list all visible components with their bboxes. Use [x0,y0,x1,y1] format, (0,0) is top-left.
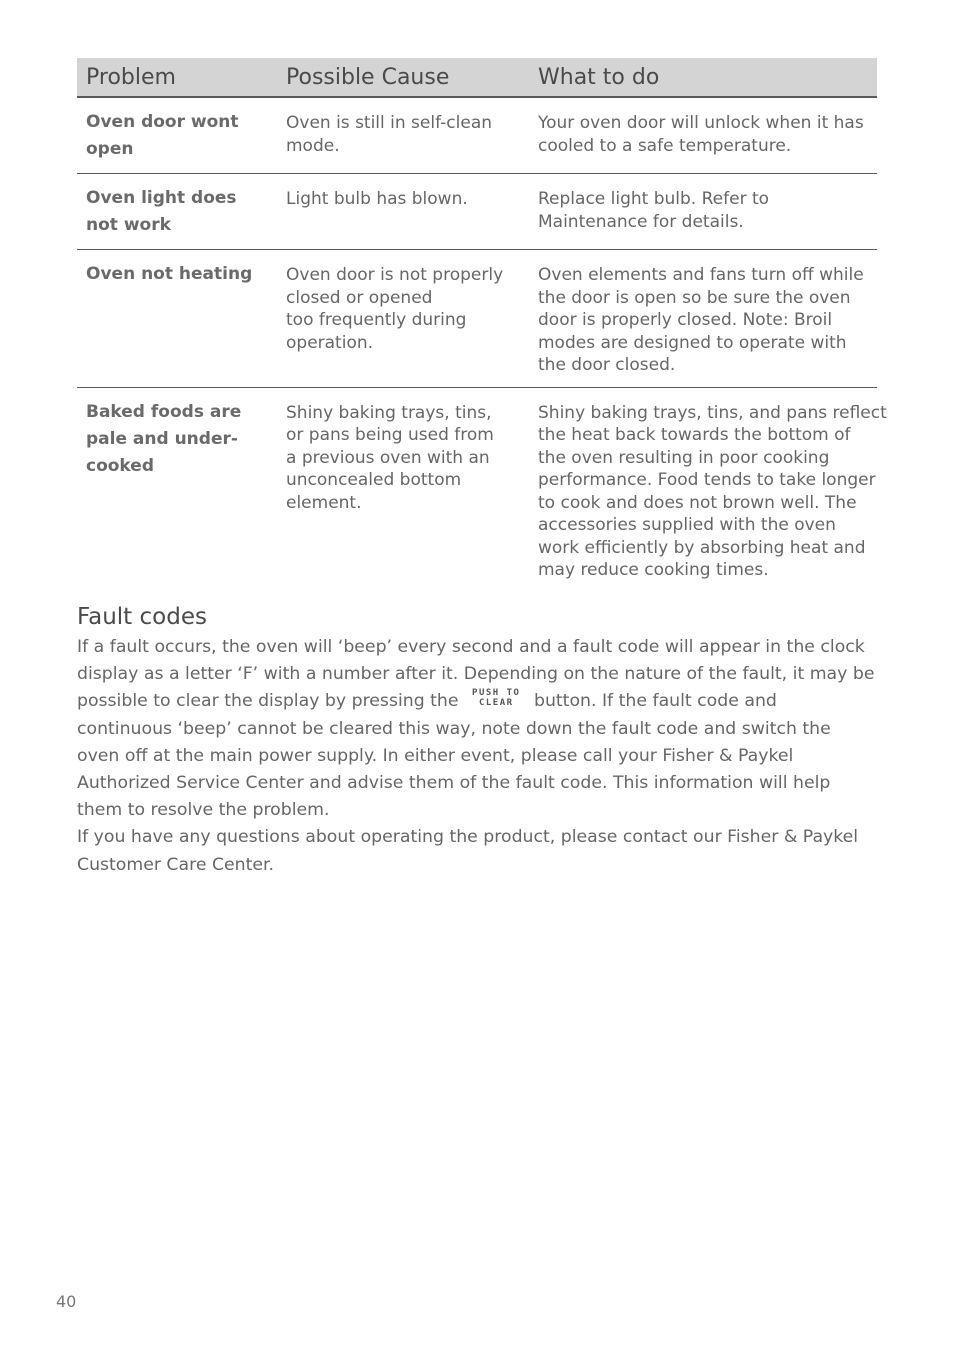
action-cell-line: Your oven door will unlock when it has [538,113,864,133]
cause-cell-line: mode. [286,135,340,156]
header-possible-cause: Possible Cause [277,58,529,97]
button-label-line2: CLEAR [478,698,514,709]
problem-cell-line: cooked [86,455,154,476]
action-cell [529,387,887,592]
action-cell-line: the door closed. [538,355,676,375]
action-cell-line: performance. Food tends to take longer [538,470,876,490]
action-cell-line: door is properly closed. Note: Broil [538,310,833,330]
cause-cell [277,387,529,592]
action-cell-line: work efficiently by absorbing heat and [538,537,866,558]
cause-cell-line: or pans being used from [286,425,494,445]
table-row [77,97,877,174]
troubleshooting-section [77,58,887,592]
cause-cell [277,250,529,388]
problem-cell-line: not work [86,215,171,235]
problem-cell [77,250,277,388]
table-row [77,387,877,592]
problem-cell-line: Oven not heating [86,264,253,284]
fault-text-before-button: If a fault occurs, the oven will ‘beep’ every second and a fault code will appear in the clock display as a letter ‘F’ with a number after it. Depending on the nature of the fault, it may be possible to clear the display by pressing the [77,637,875,712]
header-what-to-do: What to do [529,58,877,97]
cause-cell-line: Shiny baking trays, tins, [286,402,492,423]
problem-cell-line: Oven light does [86,188,237,208]
cause-cell-line: Light bulb has blown. [286,189,468,209]
action-cell-line: the oven resulting in poor cooking [538,447,830,468]
problem-cell-line: pale and under- [86,428,238,449]
action-cell [529,250,877,388]
action-cell-line: may reduce cooking times. [538,560,769,580]
action-cell [529,174,877,250]
action-cell-line: to cook and does not brown well. The [538,492,857,513]
problem-cell-line: Oven door wont [86,112,239,132]
cause-cell [277,174,529,250]
page-number: 40 [56,1292,77,1311]
action-cell-line: Maintenance for details. [538,211,744,232]
header-problem: Problem [77,58,277,97]
action-cell-line: Oven elements and fans turn off while [538,265,864,285]
action-cell-line: accessories supplied with the oven [538,515,836,535]
cause-cell-line: element. [286,492,362,513]
cause-cell-line: operation. [286,332,374,353]
problem-cell-line: open [86,139,134,159]
action-cell [529,97,877,174]
action-cell-line: Replace light bulb. Refer to [538,189,770,209]
button-label-line1: PUSH TO [472,688,521,699]
troubleshooting-table [77,58,887,592]
fault-codes-paragraph [77,634,877,824]
cause-cell-line: closed or opened [286,287,433,308]
cause-cell-line: Oven door is not properly [286,265,504,285]
table-header-row [77,58,877,97]
action-cell-line: modes are designed to operate with [538,332,847,353]
table-row [77,250,877,388]
push-to-clear-button-icon [472,688,520,708]
action-cell-line: cooled to a safe temperature. [538,135,792,156]
problem-cell-line: Baked foods are [86,401,242,422]
action-cell-line: Shiny baking trays, tins, and pans reflect [538,402,887,423]
cause-cell-line: too frequently during [286,310,467,330]
action-cell-line: the heat back towards the bottom of [538,425,851,445]
table-row [77,174,877,250]
fault-codes-heading: Fault codes [77,604,207,630]
cause-cell-line: Oven is still in self-clean [286,113,493,133]
contact-paragraph: If you have any questions about operating the product, please contact our Fisher & Paykel Customer Care Center. [77,827,859,875]
cause-cell-line: unconcealed bottom [286,470,462,490]
problem-cell [77,387,277,592]
cause-cell [277,97,529,174]
cause-cell-line: a previous oven with an [286,447,490,468]
problem-cell [77,97,277,174]
fault-codes-section [77,600,877,879]
fault-text-after-button: button. If the fault code and continuous ‘beep’ cannot be cleared this way, note down the fault code and switch the oven off at the main power supply. In either event, please call your Fisher & Paykel Authorized Service Center and advise them of the fault code. This information will help them to resolve the problem. [77,691,831,821]
problem-cell [77,174,277,250]
action-cell-line: the door is open so be sure the oven [538,287,851,308]
